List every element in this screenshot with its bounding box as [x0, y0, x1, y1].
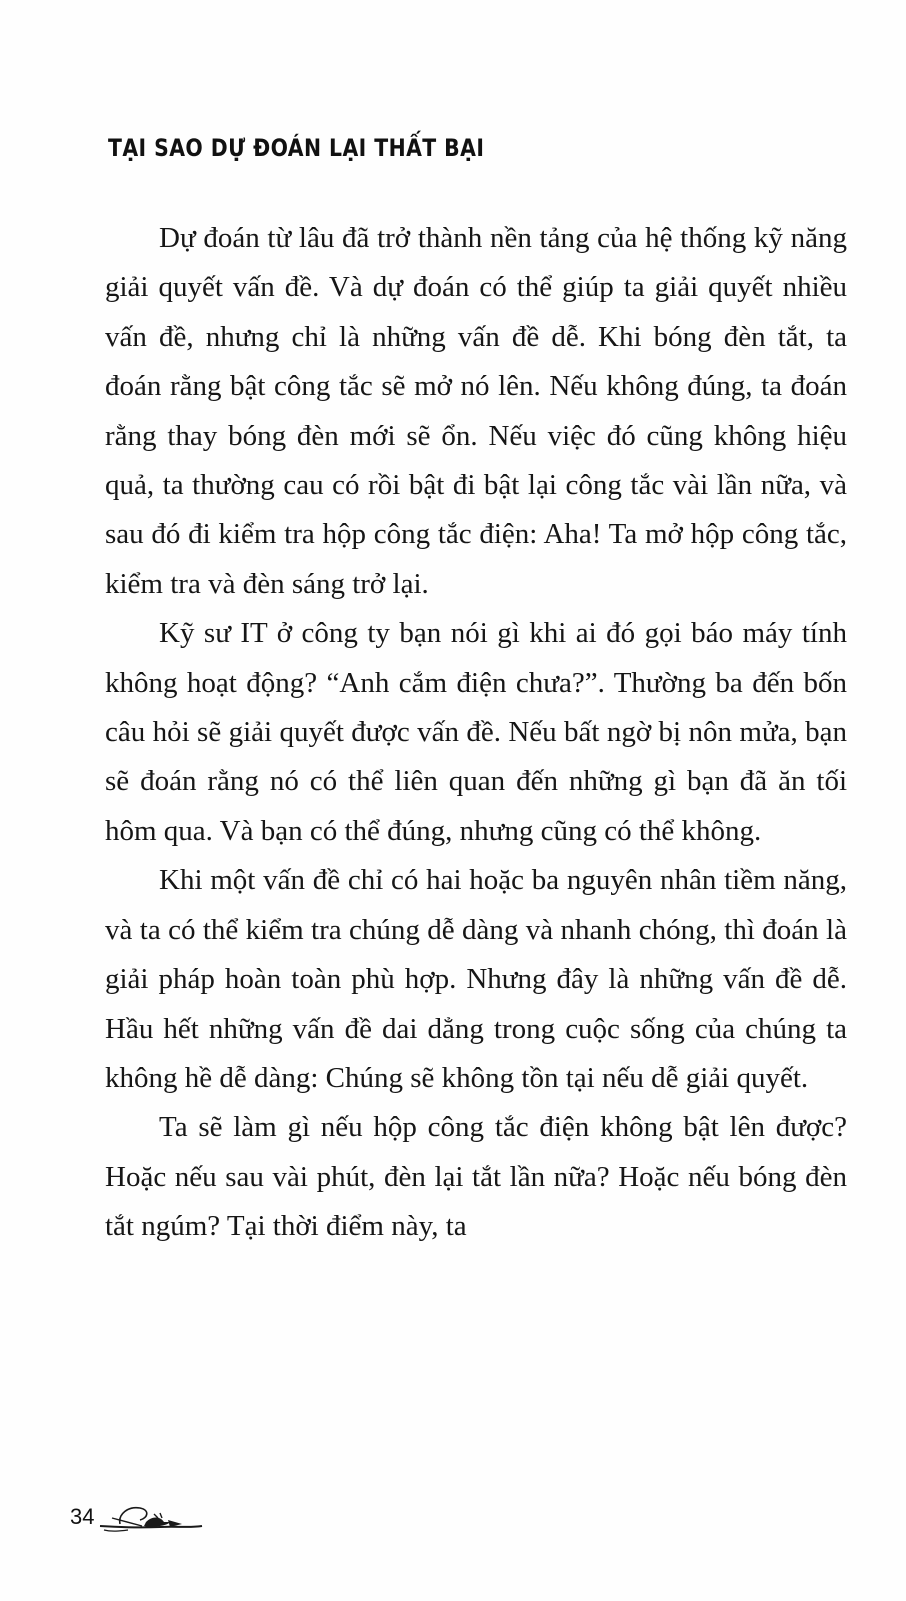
page-footer: [70, 1500, 210, 1540]
paragraph-4: Ta sẽ làm gì nếu hộp công tắc điện không bật lên được? Hoặc nếu sau vài phút, đèn lại tắt lần nữa? Hoặc nếu bóng đèn tắt ngúm? Tại thời điểm này, ta: [105, 1111, 847, 1243]
paragraph-2: Kỹ sư IT ở công ty bạn nói gì khi ai đó gọi báo máy tính không hoạt động? “Anh cắm điện chưa?”. Thường ba đến bốn câu hỏi sẽ giải quyết được vấn đề. Nếu bất ngờ bị nôn mửa, bạn sẽ đoán rằng nó có thể liên quan đến những gì bạn đã ăn tối hôm qua. Và bạn có thể đúng, nhưng cũng có thể không.: [105, 617, 847, 847]
body-text: [105, 214, 847, 1252]
paragraph-3: Khi một vấn đề chỉ có hai hoặc ba nguyên nhân tiềm năng, và ta có thể kiểm tra chúng dễ dàng và nhanh chóng, thì đoán là giải pháp hoàn toàn phù hợp. Nhưng đây là những vấn đề dễ. Hầu hết những vấn đề dai dẳng trong cuộc sống của chúng ta không hề dễ dàng: Chúng sẽ không tồn tại nếu dễ giải quyết.: [105, 864, 847, 1094]
boat-scribble-ornament-icon: [98, 1500, 208, 1541]
paragraph-1: Dự đoán từ lâu đã trở thành nền tảng của hệ thống kỹ năng giải quyết vấn đề. Và dự đoán có thể giúp ta giải quyết nhiều vấn đề, nhưng chỉ là những vấn đề dễ. Khi bóng đèn tắt, ta đoán rằng bật công tắc sẽ mở nó lên. Nếu không đúng, ta đoán rằng thay bóng đèn mới sẽ ổn. Nếu việc đó cũng không hiệu quả, ta thường cau có rồi bật đi bật lại công tắc vài lần nữa, và sau đó đi kiểm tra hộp công tắc điện: Aha! Ta mở hộp công tắc, kiểm tra và đèn sáng trở lại.: [105, 222, 847, 600]
page-number: 34: [70, 1504, 95, 1529]
chapter-heading: TẠI SAO DỰ ĐOÁN LẠI THẤT BẠI: [108, 134, 485, 162]
